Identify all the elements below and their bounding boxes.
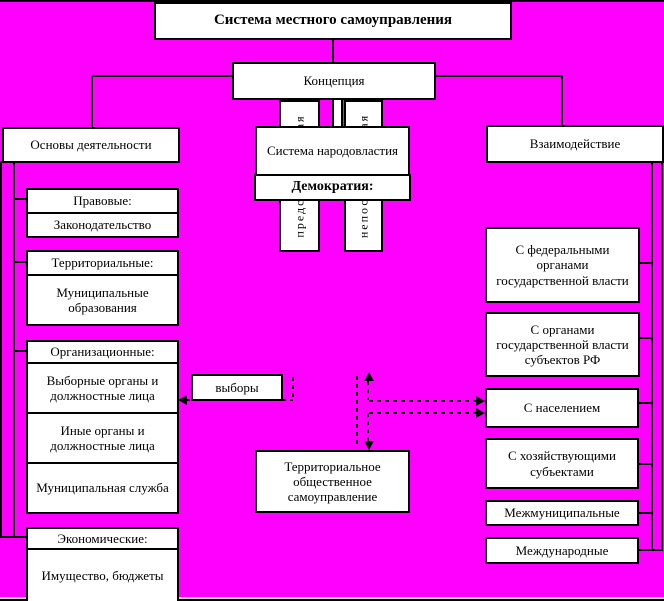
population-box: С населением [485,388,639,428]
territorial-header-box: Территориальные: [26,250,179,276]
legal-header-box: Правовые: [26,188,179,214]
elections-box: выборы [191,374,283,401]
property-budgets-box: Имущество, бюджеты [26,548,179,601]
dashed-line-elections-up [292,377,294,400]
right-edge-rail [661,161,663,551]
federal-bodies-box: С федеральными органами государственной власти [485,227,640,303]
international-box: Международные [485,537,639,564]
business-entities-box: С хозяйствующими субъектами [485,438,639,489]
left-stub-territorial [13,261,27,263]
arrow-to-democracy [364,372,374,381]
elected-bodies-box: Выборные органы и должностные лица [26,362,179,414]
other-bodies-box: Иные органы и должностные лица [26,412,179,464]
dashed-line-vertical-a [356,376,358,444]
left-stub-organizational [13,350,27,352]
left-stub-economic [0,536,27,538]
intermunicipal-box: Межмуниципальные [485,500,639,526]
left-edge-rail [0,161,2,538]
dashed-line-population-2 [369,412,477,414]
title-box: Система местного самоуправления [154,2,512,40]
subject-bodies-box: С органами государственной власти субъектов РФ [485,312,640,377]
arrow-to-population-1 [476,396,485,406]
arrow-to-tos [364,441,374,450]
dashed-line-population-1 [369,400,477,402]
connector-concept-left-v [91,75,93,128]
arrow-to-population-2 [476,408,485,418]
foundations-header-box: Основы деятельности [2,127,180,163]
concept-system-connector-box [332,97,343,128]
organizational-header-box: Организационные: [26,340,179,364]
right-stub-international [637,549,663,551]
economic-header-box: Экономические: [26,527,179,550]
legislation-box: Законодательство [26,212,179,238]
democracy-box: Демократия: [254,174,411,201]
municipal-service-box: Муниципальная служба [26,462,179,514]
right-stub-intermunicipal [637,512,652,514]
connector-concept-right-v [561,75,563,126]
left-stub-legal [13,198,27,200]
concept-box: Концепция [232,62,436,100]
dashed-line-vertical-c [367,413,369,442]
right-rail [651,161,653,551]
municipal-formations-box: Муниципальные образования [26,274,179,326]
arrow-to-elected-bodies [178,395,187,405]
connector-concept-right-h [435,75,563,77]
dashed-line-vertical-b [367,381,369,400]
right-stub-business [637,463,652,465]
connector-concept-left-h [92,75,233,77]
interaction-header-box: Взаимодействие [486,125,664,163]
connector-title-concept [332,40,334,63]
right-stub-population [637,402,652,404]
tos-box: Территориальное общественное самоуправление [255,450,410,513]
people-power-system-box: Система народовластия [255,126,410,176]
